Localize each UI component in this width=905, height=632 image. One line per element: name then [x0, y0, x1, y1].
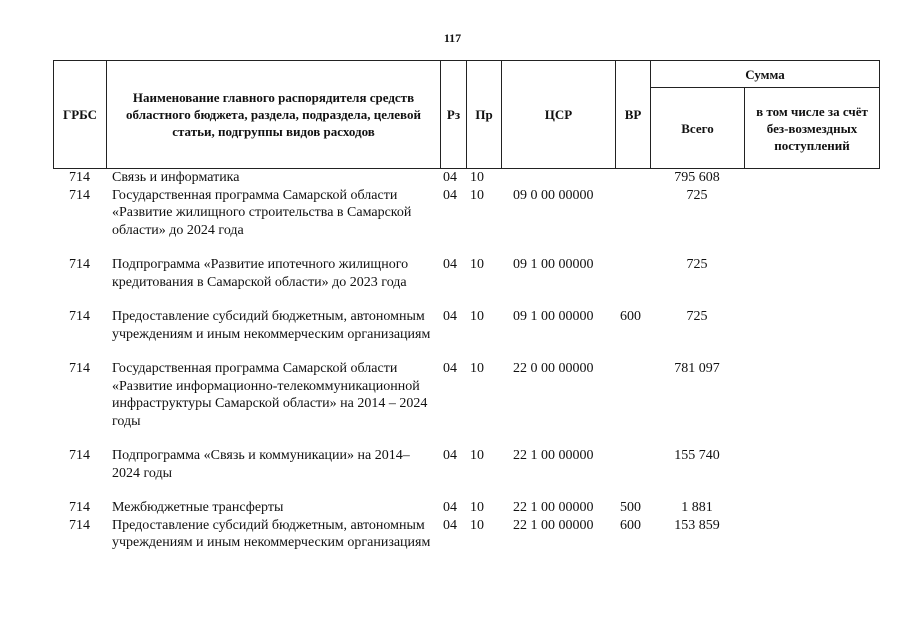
- cell-name: Государственная программа Самарской области «Развитие информационно-телекоммуникационной инфраструктуры Самарской области» на 2014 – 2024 годы: [112, 361, 428, 429]
- cell-rz: 04: [443, 257, 457, 272]
- table-row: [53, 360, 879, 447]
- cell-grbs: 714: [69, 500, 90, 515]
- cell-free: [744, 447, 879, 499]
- cell-csr: 22 1 00 00000: [513, 500, 594, 515]
- cell-rz: 04: [443, 187, 457, 203]
- cell-csr: 22 0 00 00000: [513, 361, 594, 376]
- header-csr: ЦСР: [502, 61, 616, 169]
- cell-pr: 10: [470, 187, 484, 203]
- cell-name: Подпрограмма «Развитие ипотечного жилищного кредитования в Самарской области» до 2023 года: [112, 257, 409, 290]
- cell-vr: [615, 187, 650, 257]
- cell-free: [744, 169, 879, 187]
- cell-free: [744, 499, 879, 517]
- cell-csr: 09 1 00 00000: [513, 309, 594, 324]
- cell-rz: 04: [443, 448, 457, 463]
- cell-pr: 10: [470, 500, 484, 515]
- cell-vr: 600: [620, 309, 641, 324]
- cell-grbs: 714: [69, 257, 90, 272]
- page-number: 117: [443, 31, 462, 45]
- header-grbs: ГРБС: [54, 61, 107, 169]
- cell-grbs: 714: [69, 170, 90, 185]
- cell-free: [744, 517, 879, 552]
- cell-grbs: 714: [69, 448, 90, 463]
- cell-total: 725: [686, 257, 708, 272]
- cell-grbs: 714: [69, 517, 90, 533]
- cell-pr: 10: [470, 517, 484, 533]
- cell-name: Государственная программа Самарской области «Развитие жилищного строительства в Самарской области» до 2024 года: [112, 187, 412, 238]
- header-sum: Сумма: [651, 61, 880, 88]
- cell-name: Связь и информатика: [112, 170, 240, 185]
- cell-vr: [615, 360, 650, 447]
- cell-vr: 600: [620, 517, 641, 533]
- cell-total: 725: [686, 187, 708, 203]
- table-row: [53, 308, 879, 360]
- cell-csr: 22 1 00 00000: [513, 517, 594, 533]
- cell-pr: 10: [470, 448, 484, 463]
- cell-pr: 10: [470, 257, 484, 272]
- cell-csr: 09 0 00 00000: [513, 187, 594, 203]
- table-row: [53, 256, 879, 308]
- header-total: Всего: [651, 88, 745, 169]
- header-rz: Рз: [441, 61, 467, 169]
- cell-pr: 10: [470, 309, 484, 324]
- cell-name: Предоставление субсидий бюджетным, автономным учреждениям и иным некоммерческим организациям: [112, 309, 431, 342]
- cell-pr: 10: [470, 170, 484, 185]
- cell-csr: 22 1 00 00000: [513, 448, 594, 463]
- header-pr: Пр: [467, 61, 502, 169]
- cell-free: [744, 256, 879, 308]
- cell-rz: 04: [443, 361, 457, 376]
- cell-csr: [501, 169, 615, 187]
- cell-vr: [615, 447, 650, 499]
- table-header: [53, 60, 880, 169]
- cell-grbs: 714: [69, 187, 90, 203]
- cell-total: 153 859: [674, 517, 720, 533]
- cell-name: Подпрограмма «Связь и коммуникации» на 2014–2024 годы: [112, 448, 410, 481]
- cell-rz: 04: [443, 309, 457, 324]
- cell-grbs: 714: [69, 361, 90, 376]
- cell-csr: 09 1 00 00000: [513, 257, 594, 272]
- cell-vr: 500: [620, 500, 641, 515]
- cell-rz: 04: [443, 170, 457, 185]
- cell-rz: 04: [443, 517, 457, 533]
- budget-table: [53, 169, 879, 552]
- cell-total: 795 608: [674, 170, 720, 185]
- cell-rz: 04: [443, 500, 457, 515]
- cell-vr: [615, 169, 650, 187]
- cell-pr: 10: [470, 361, 484, 376]
- table-row: [53, 499, 879, 517]
- cell-name: Предоставление субсидий бюджетным, автономным учреждениям и иным некоммерческим организациям: [112, 517, 431, 550]
- cell-total: 781 097: [674, 361, 720, 376]
- header-vr: ВР: [616, 61, 651, 169]
- header-name: Наименование главного распорядителя средств областного бюджета, раздела, подраздела, целевой статьи, подгруппы видов расходов: [107, 61, 441, 169]
- table-row: [53, 169, 879, 187]
- cell-free: [744, 360, 879, 447]
- cell-name: Межбюджетные трансферты: [112, 500, 284, 515]
- table-row: [53, 517, 879, 552]
- cell-free: [744, 308, 879, 360]
- cell-vr: [615, 256, 650, 308]
- cell-grbs: 714: [69, 309, 90, 324]
- cell-total: 155 740: [674, 448, 720, 463]
- cell-free: [744, 187, 879, 257]
- table-row: [53, 187, 879, 257]
- cell-total: 725: [686, 309, 708, 324]
- table-row: [53, 447, 879, 499]
- header-free: в том числе за счёт без-возмездных поступлений: [745, 88, 880, 169]
- cell-total: 1 881: [681, 500, 713, 515]
